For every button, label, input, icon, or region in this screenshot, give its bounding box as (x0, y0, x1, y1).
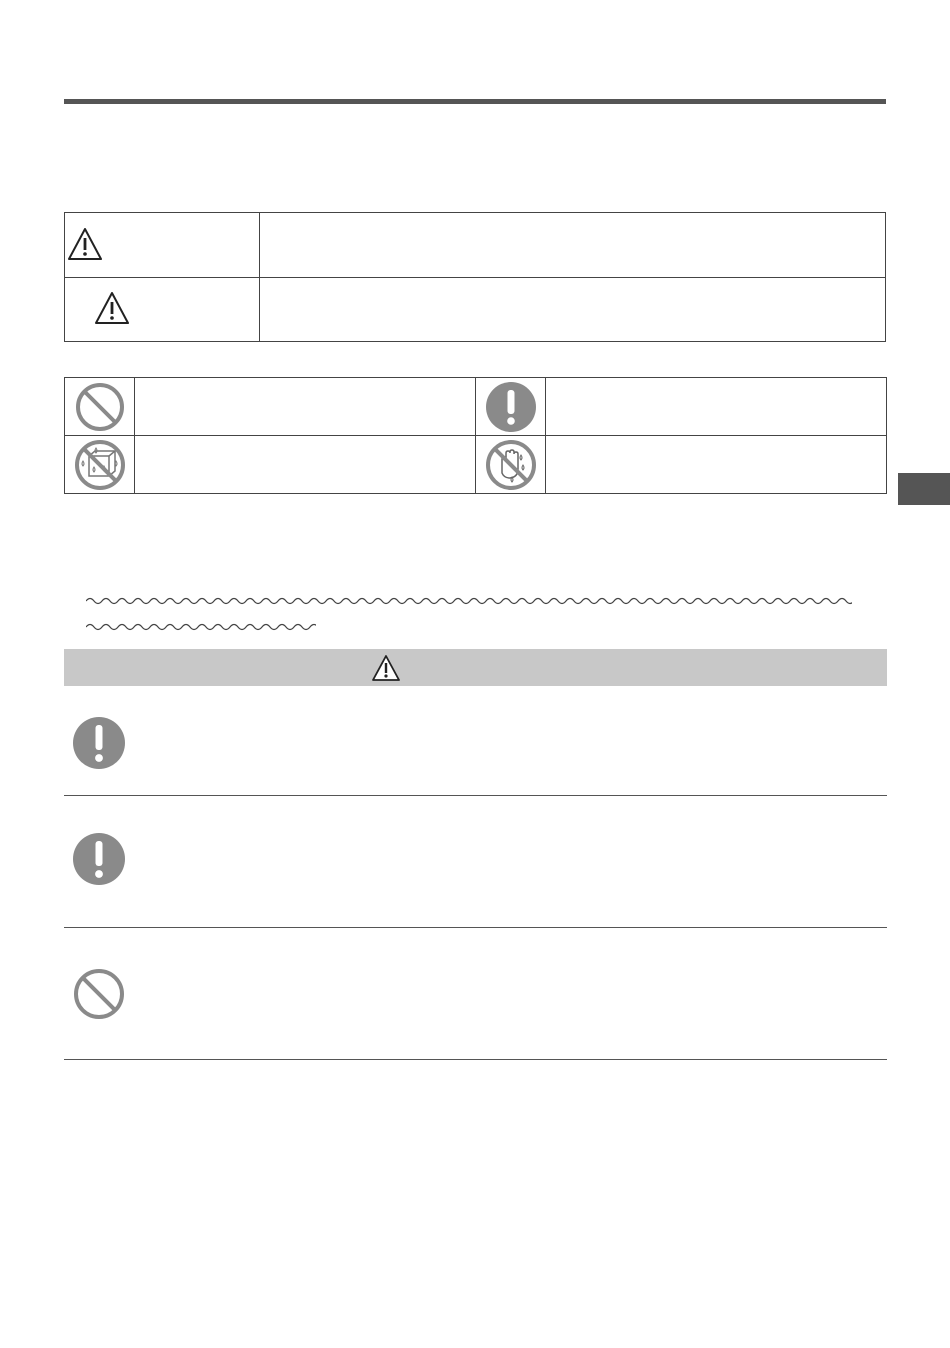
no-water-icon (74, 439, 126, 491)
hazard-level-table (64, 212, 886, 342)
caution-triangle-icon (94, 291, 130, 325)
symbol-legend-table (64, 377, 887, 494)
header-rule (64, 99, 886, 104)
hazard-level-row-caution (65, 277, 885, 341)
mandatory-action-icon (485, 381, 537, 433)
symbol-cell-mandatory (476, 378, 886, 436)
warning-item (64, 686, 887, 796)
warning-item (64, 928, 887, 1060)
symbol-cell-prohibition (65, 378, 475, 436)
chapter-tab (898, 473, 950, 505)
no-wet-hands-icon (485, 439, 537, 491)
mandatory-action-icon (72, 832, 126, 886)
warning-triangle-icon (67, 227, 103, 261)
symbol-cell-no-water (65, 436, 475, 494)
emphasis-wavy-underline (86, 620, 316, 634)
prohibition-icon (72, 967, 126, 1021)
warning-item (64, 796, 887, 928)
symbol-cell-no-wet-hands (476, 436, 886, 494)
hazard-level-row-warning (65, 213, 885, 278)
prohibition-icon (74, 381, 126, 433)
emphasis-wavy-underline (86, 594, 852, 608)
warning-section-header (64, 649, 887, 686)
warning-triangle-icon (371, 654, 401, 682)
mandatory-action-icon (72, 716, 126, 770)
